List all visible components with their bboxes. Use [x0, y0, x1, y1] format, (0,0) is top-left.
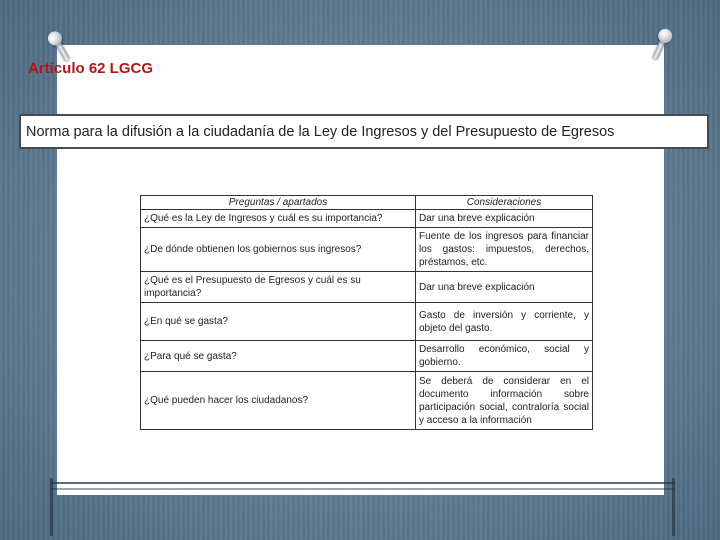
table-row: [141, 272, 593, 303]
table-row: [141, 372, 593, 430]
answer-cell: Desarrollo económico, social y gobierno.: [416, 341, 593, 372]
header-considerations: Consideraciones: [416, 196, 593, 210]
answer-cell: Dar una breve explicación: [416, 272, 593, 303]
question-cell: ¿Qué es el Presupuesto de Egresos y cuál es su importancia?: [141, 272, 416, 303]
question-cell: ¿Qué pueden hacer los ciudadanos?: [141, 372, 416, 430]
question-cell: ¿De dónde obtienen los gobiernos sus ingresos?: [141, 228, 416, 272]
question-cell: ¿Qué es la Ley de Ingresos y cuál es su importancia?: [141, 210, 416, 228]
slide-title: Artículo 62 LGCG: [28, 60, 154, 77]
considerations-table: [140, 195, 592, 430]
table-row: [141, 210, 593, 228]
answer-cell: Dar una breve explicación: [416, 210, 593, 228]
table-row: [141, 303, 593, 341]
slide-subtitle: Norma para la difusión a la ciudadanía de la Ley de Ingresos y del Presupuesto de Egresos: [26, 123, 615, 140]
table-header-row: [141, 196, 593, 210]
table-row: [141, 341, 593, 372]
answer-cell: Se deberá de considerar en el documento información sobre participación social, contraloría social y acceso a la información: [416, 372, 593, 430]
subtitle-box: [19, 114, 709, 149]
table-row: [141, 228, 593, 272]
question-cell: ¿En qué se gasta?: [141, 303, 416, 341]
bottom-frame: [50, 478, 675, 538]
question-cell: ¿Para qué se gasta?: [141, 341, 416, 372]
answer-cell: Gasto de inversión y corriente, y objeto del gasto.: [416, 303, 593, 341]
answer-cell: Fuente de los ingresos para financiar los gastos: impuestos, derechos, préstamos, etc.: [416, 228, 593, 272]
header-questions: Preguntas / apartados: [141, 196, 416, 210]
